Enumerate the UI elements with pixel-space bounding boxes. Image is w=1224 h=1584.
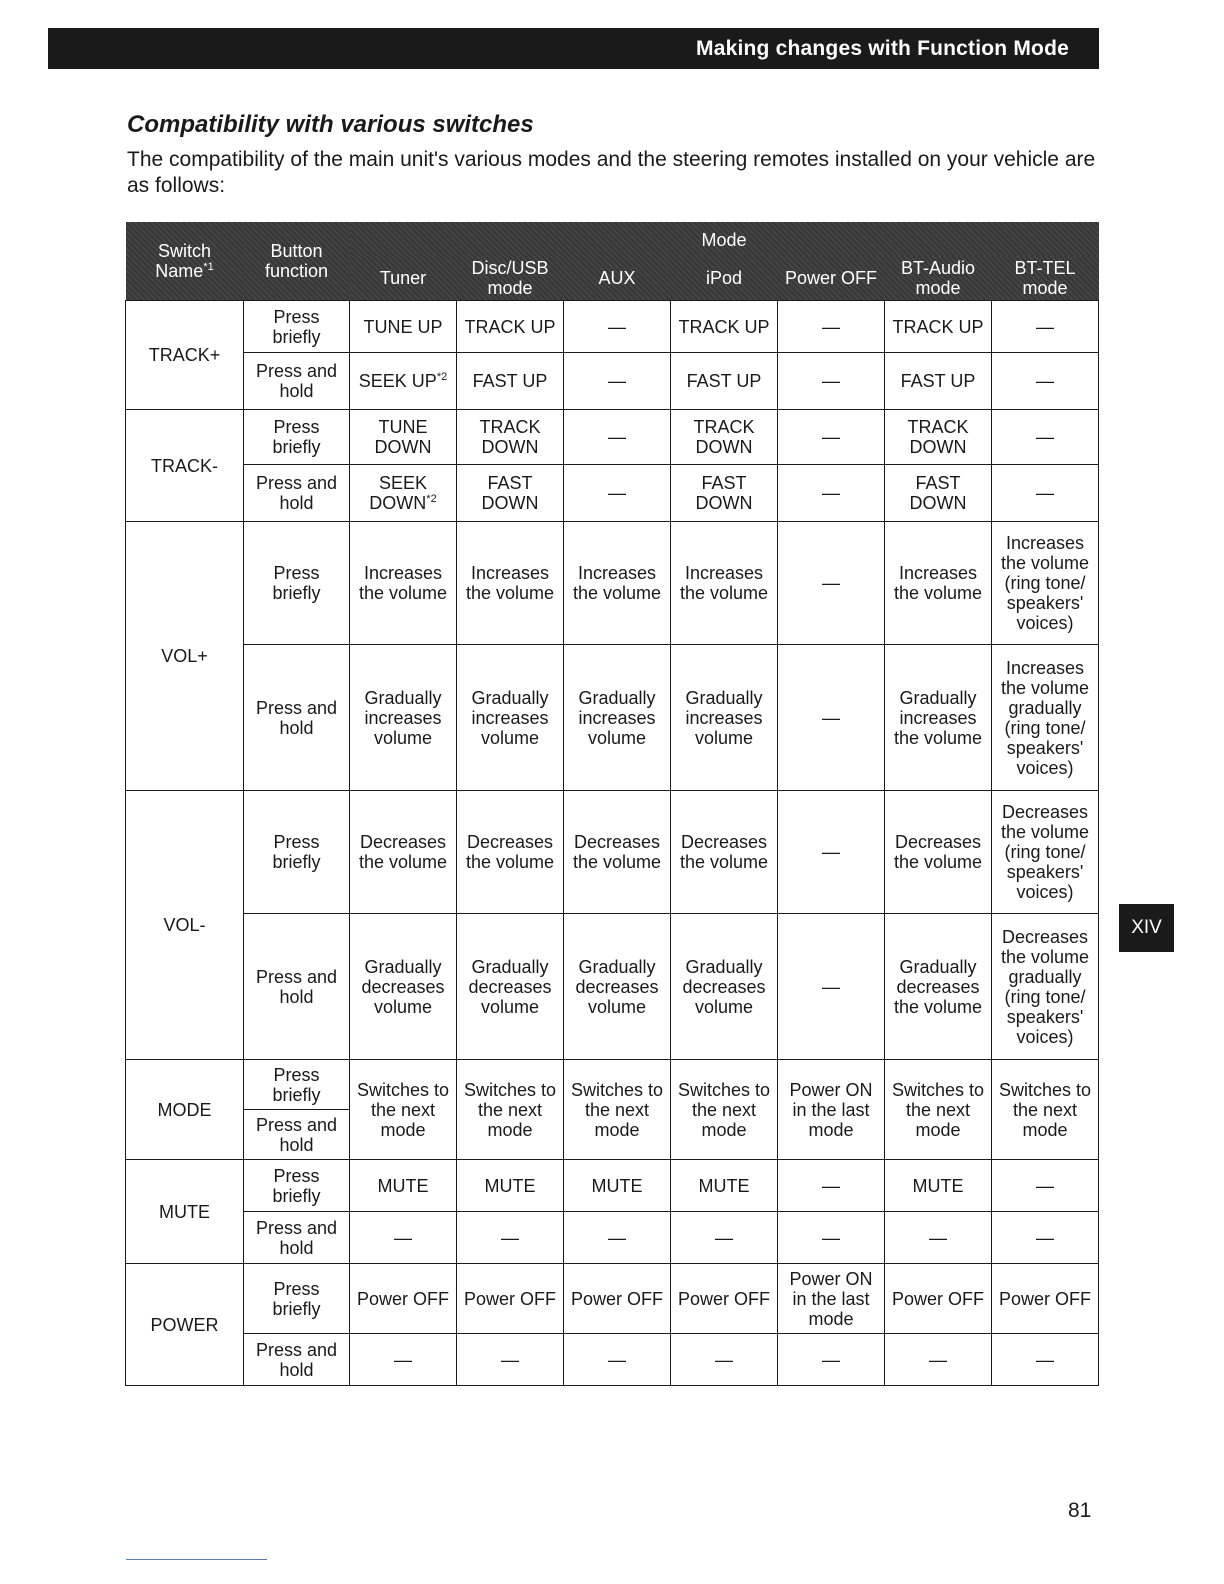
table-cell: Decreases the volume — [564, 791, 671, 914]
table-cell: — — [885, 1334, 992, 1386]
table-cell: — — [457, 1212, 564, 1264]
table-cell: Decreases the volume — [885, 791, 992, 914]
button-function-cell: Press and hold — [244, 914, 350, 1060]
table-row — [126, 522, 1099, 645]
header-mode-group: Mode — [350, 222, 1099, 256]
table-cell: — — [992, 1334, 1099, 1386]
table-cell: FAST DOWN — [885, 465, 992, 522]
table-row — [126, 645, 1099, 791]
table-cell: Switches to the next mode — [350, 1060, 457, 1160]
table-cell: — — [885, 1212, 992, 1264]
table-row — [126, 410, 1099, 465]
table-cell: SEEK UP$^{*2}$ — [350, 353, 457, 410]
table-cell: — — [564, 1334, 671, 1386]
table-cell: MUTE — [564, 1160, 671, 1212]
page-header-bar — [48, 28, 1099, 69]
table-cell: FAST DOWN — [671, 465, 778, 522]
table-cell: — — [564, 353, 671, 410]
table-row — [126, 1334, 1099, 1386]
button-function-cell: Press and hold — [244, 1334, 350, 1386]
table-row — [126, 465, 1099, 522]
table-cell: Switches to the next mode — [457, 1060, 564, 1160]
table-row — [126, 1264, 1099, 1334]
table-cell: TRACK UP — [457, 301, 564, 353]
table-cell: Gradually increases the volume — [885, 645, 992, 791]
button-function-cell: Press and hold — [244, 1110, 350, 1160]
table-cell: — — [778, 301, 885, 353]
table-cell: — — [992, 353, 1099, 410]
table-cell: MUTE — [885, 1160, 992, 1212]
table-cell: — — [778, 1212, 885, 1264]
table-cell: — — [778, 465, 885, 522]
table-cell: — — [671, 1212, 778, 1264]
table-cell: Gradually decreases volume — [350, 914, 457, 1060]
table-cell: TRACK DOWN — [885, 410, 992, 465]
table-row — [126, 1060, 1099, 1110]
table-cell: — — [992, 465, 1099, 522]
compatibility-table — [125, 222, 1099, 1386]
table-cell: — — [992, 1212, 1099, 1264]
table-cell: TRACK DOWN — [671, 410, 778, 465]
table-cell: Power OFF — [564, 1264, 671, 1334]
table-cell: Increases the volume gradually (ring tone/ speakers' voices) — [992, 645, 1099, 791]
table-cell: FAST UP — [457, 353, 564, 410]
table-cell: MUTE — [671, 1160, 778, 1212]
switch-name-track-plus: TRACK+ — [126, 301, 244, 410]
table-cell: Gradually decreases volume — [564, 914, 671, 1060]
table-cell: — — [992, 301, 1099, 353]
header-mode-bt-tel: BT-TEL mode — [992, 256, 1099, 301]
table-cell: Increases the volume — [671, 522, 778, 645]
header-mode-aux: AUX — [564, 256, 671, 301]
table-row — [126, 1212, 1099, 1264]
table-cell: — — [778, 645, 885, 791]
switch-name-mode: MODE — [126, 1060, 244, 1160]
table-cell: Decreases the volume (ring tone/ speakers' voices) — [992, 791, 1099, 914]
table-cell: — — [564, 1212, 671, 1264]
table-cell: Increases the volume — [457, 522, 564, 645]
table-cell: Power OFF — [350, 1264, 457, 1334]
table-cell: — — [778, 1334, 885, 1386]
table-cell: FAST DOWN — [457, 465, 564, 522]
table-cell: Power OFF — [885, 1264, 992, 1334]
intro-paragraph: The compatibility of the main unit's various modes and the steering remotes installed on your vehicle are as follows: — [127, 148, 1096, 197]
table-cell: FAST UP — [885, 353, 992, 410]
table-cell: — — [778, 353, 885, 410]
switch-name-track-minus: TRACK- — [126, 410, 244, 522]
section-title: Compatibility with various switches — [127, 111, 534, 138]
table-cell: MUTE — [457, 1160, 564, 1212]
table-cell: Increases the volume (ring tone/ speakers' voices) — [992, 522, 1099, 645]
table-cell: — — [564, 465, 671, 522]
switch-name-power: POWER — [126, 1264, 244, 1386]
switch-name-vol-minus: VOL- — [126, 791, 244, 1060]
table-cell: Increases the volume — [564, 522, 671, 645]
switch-name-vol-plus: VOL+ — [126, 522, 244, 791]
header-mode-disc-usb: Disc/USB mode — [457, 256, 564, 301]
button-function-cell: Press briefly — [244, 301, 350, 353]
table-cell: Power ON in the last mode — [778, 1060, 885, 1160]
table-cell: — — [457, 1334, 564, 1386]
button-function-cell: Press and hold — [244, 1212, 350, 1264]
table-cell: Decreases the volume — [671, 791, 778, 914]
button-function-cell: Press and hold — [244, 645, 350, 791]
table-cell: — — [992, 410, 1099, 465]
table-cell: — — [564, 301, 671, 353]
table-cell: Power OFF — [992, 1264, 1099, 1334]
table-cell: Gradually decreases volume — [671, 914, 778, 1060]
table-cell: Gradually increases volume — [671, 645, 778, 791]
table-cell: MUTE — [350, 1160, 457, 1212]
header-mode-tuner: Tuner — [350, 256, 457, 301]
table-cell: — — [778, 914, 885, 1060]
table-cell: — — [564, 410, 671, 465]
table-cell: — — [671, 1334, 778, 1386]
table-cell: Gradually increases volume — [457, 645, 564, 791]
table-cell: Increases the volume — [350, 522, 457, 645]
header-mode-power-off: Power OFF — [778, 256, 885, 301]
button-function-cell: Press briefly — [244, 1160, 350, 1212]
table-cell: SEEK DOWN$^{*2}$ — [350, 465, 457, 522]
table-cell: Switches to the next mode — [564, 1060, 671, 1160]
table-cell: — — [778, 410, 885, 465]
table-cell: Gradually decreases volume — [457, 914, 564, 1060]
table-cell: FAST UP — [671, 353, 778, 410]
table-cell: Switches to the next mode — [885, 1060, 992, 1160]
table-cell: — — [778, 791, 885, 914]
table-cell: Increases the volume — [885, 522, 992, 645]
header-mode-ipod: iPod — [671, 256, 778, 301]
header-switch-name: Switch Name$^{*1}$ — [126, 222, 244, 301]
table-cell: — — [992, 1160, 1099, 1212]
button-function-cell: Press briefly — [244, 791, 350, 914]
table-cell: TUNE DOWN — [350, 410, 457, 465]
table-cell: Gradually increases volume — [564, 645, 671, 791]
table-cell: Power OFF — [457, 1264, 564, 1334]
table-cell: Decreases the volume — [350, 791, 457, 914]
table-cell: Gradually increases volume — [350, 645, 457, 791]
header-mode-bt-audio: BT-Audio mode — [885, 256, 992, 301]
table-cell: TRACK UP — [671, 301, 778, 353]
table-row — [126, 1160, 1099, 1212]
page-number: 81 — [1068, 1499, 1092, 1522]
header-button-function: Button function — [244, 222, 350, 301]
chapter-tab: XIV — [1119, 904, 1174, 952]
table-cell: Gradually decreases the volume — [885, 914, 992, 1060]
table-cell: Power OFF — [671, 1264, 778, 1334]
switch-name-mute: MUTE — [126, 1160, 244, 1264]
header-title: Making changes with Function Mode — [696, 37, 1069, 60]
button-function-cell: Press briefly — [244, 410, 350, 465]
table-row — [126, 301, 1099, 353]
table-cell: Decreases the volume gradually (ring tone/ speakers' voices) — [992, 914, 1099, 1060]
table-cell: — — [778, 522, 885, 645]
button-function-cell: Press briefly — [244, 522, 350, 645]
table-cell: TUNE UP — [350, 301, 457, 353]
table-cell: Switches to the next mode — [992, 1060, 1099, 1160]
table-row — [126, 353, 1099, 410]
footer-divider — [126, 1559, 267, 1560]
table-cell: Decreases the volume — [457, 791, 564, 914]
table-cell: Switches to the next mode — [671, 1060, 778, 1160]
table-cell: TRACK DOWN — [457, 410, 564, 465]
table-cell: — — [350, 1334, 457, 1386]
button-function-cell: Press and hold — [244, 353, 350, 410]
table-cell: — — [350, 1212, 457, 1264]
table-cell: Power ON in the last mode — [778, 1264, 885, 1334]
table-cell: TRACK UP — [885, 301, 992, 353]
table-cell: — — [778, 1160, 885, 1212]
button-function-cell: Press briefly — [244, 1060, 350, 1110]
button-function-cell: Press and hold — [244, 465, 350, 522]
table-row — [126, 791, 1099, 914]
button-function-cell: Press briefly — [244, 1264, 350, 1334]
table-row — [126, 914, 1099, 1060]
